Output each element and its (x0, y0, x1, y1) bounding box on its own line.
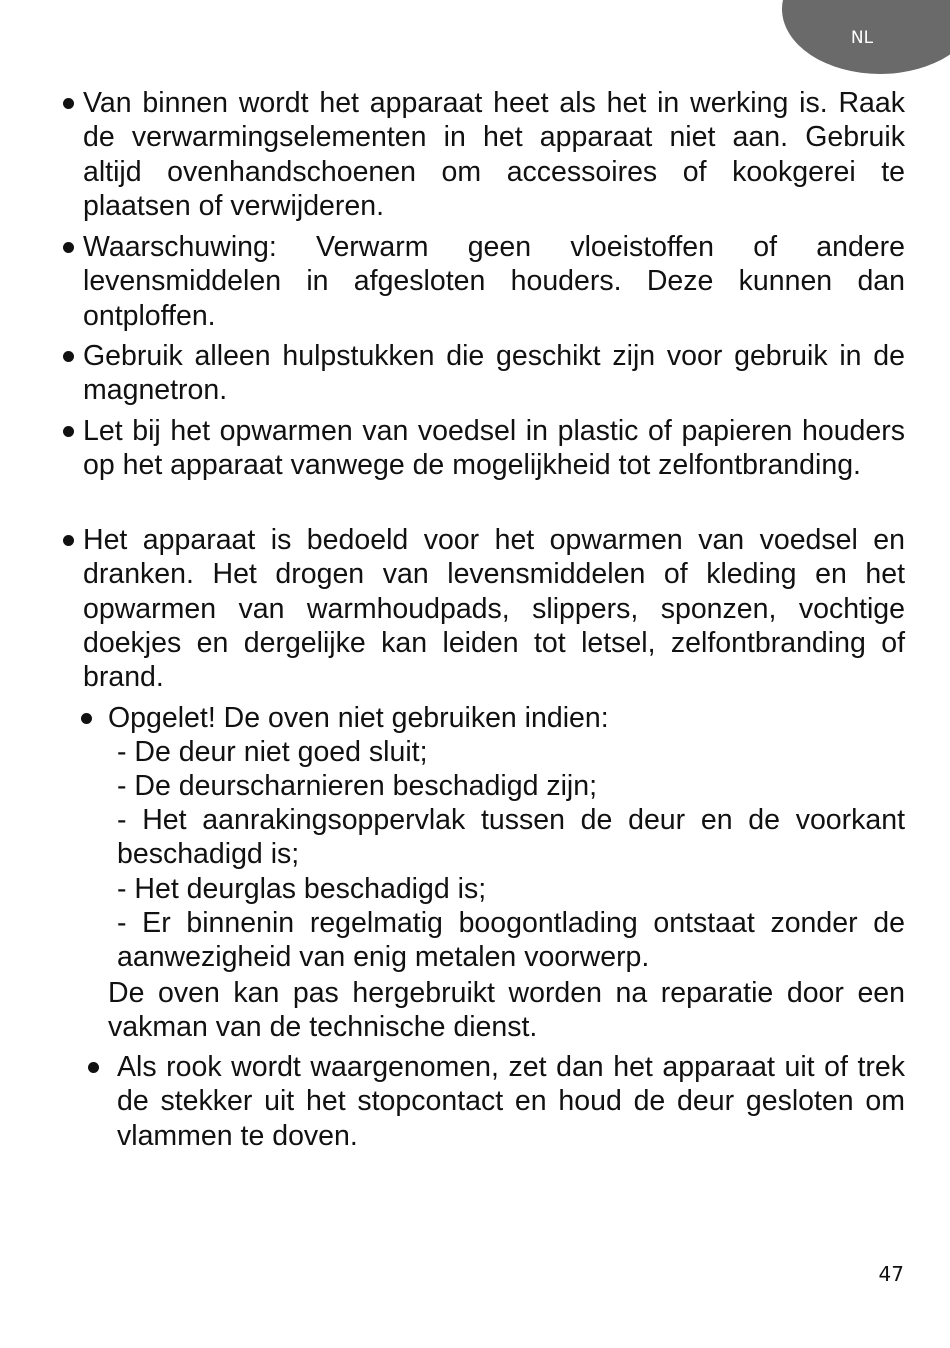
bullet-dot-icon (63, 351, 74, 362)
caution-item: - Er binnenin regelmatig boogontlading ontstaat zonder de aanwezigheid van enig metalen voorwerp. (117, 907, 905, 974)
bullet-dot-icon (63, 535, 74, 546)
smoke-instruction: Als rook wordt waargenomen, zet dan het apparaat uit of trek de stekker uit het stopcontact en houd de deur gesloten om vlammen te doven. (117, 1051, 905, 1152)
bullet-dot-icon (63, 98, 74, 109)
instruction-bullet: Van binnen wordt het apparaat heet als het in werking is. Raak de verwarmingselementen in het apparaat niet aan. Gebruik altijd ovenhandschoenen om accessoires of kookgerei te plaatsen of verwijderen. (83, 87, 905, 222)
bullet-dot-icon (63, 242, 74, 253)
bullet-dot-icon (88, 1062, 99, 1073)
caution-heading: Opgelet! De oven niet gebruiken indien: (108, 702, 609, 734)
caution-note: De oven kan pas hergebruikt worden na reparatie door een vakman van de technische dienst. (108, 977, 905, 1044)
caution-item: - De deurscharnieren beschadigd zijn; (117, 770, 598, 802)
bullet-dot-icon (81, 713, 92, 724)
language-label: NL (850, 28, 874, 48)
instruction-bullet: Gebruik alleen hulpstukken die geschikt zijn voor gebruik in de magnetron. (83, 340, 905, 407)
caution-item: - De deur niet goed sluit; (117, 736, 428, 768)
instruction-bullet: Het apparaat is bedoeld voor het opwarmen van voedsel en dranken. Het drogen van levensmiddelen of kleding en het opwarmen van warmhoudpads, slippers, sponzen, vochtige doekjes en dergelijke kan leiden tot letsel, zelfontbranding of brand. (83, 524, 905, 694)
caution-item: - Het aanrakingsoppervlak tussen de deur en de voorkant beschadigd is; (117, 804, 905, 871)
caution-item: - Het deurglas beschadigd is; (117, 873, 487, 905)
instruction-bullet: Let bij het opwarmen van voedsel in plastic of papieren houders op het apparaat vanwege de mogelijkheid tot zelfontbranding. (83, 415, 905, 482)
page-number: 47 (878, 1262, 904, 1286)
bullet-dot-icon (63, 426, 74, 437)
instruction-bullet: Waarschuwing: Verwarm geen vloeistoffen of andere levensmiddelen in afgesloten houders. Deze kunnen dan ontploffen. (83, 231, 905, 332)
